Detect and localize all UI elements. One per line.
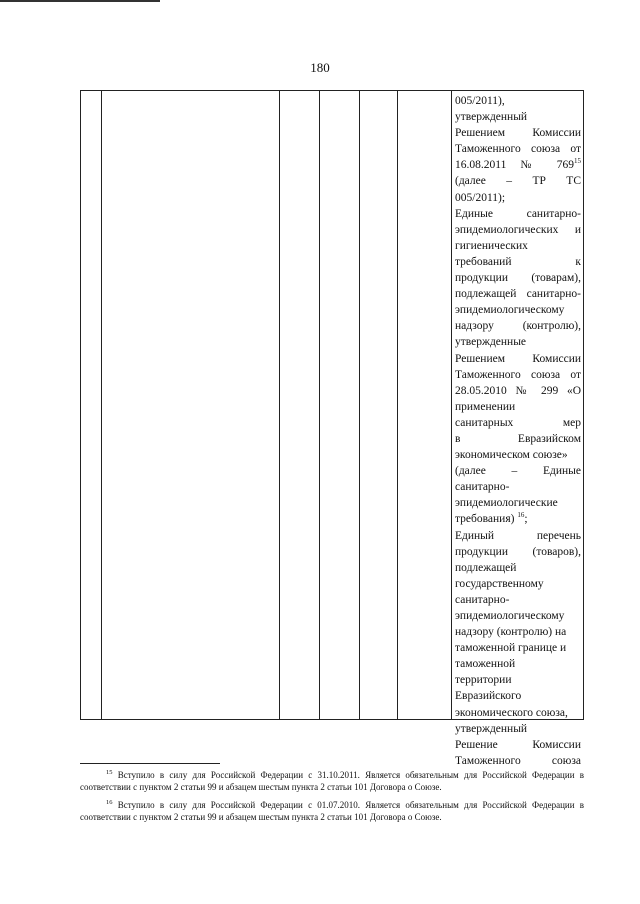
- cell-line: подлежащей: [455, 561, 517, 574]
- table-cell-regulations: [455, 93, 581, 769]
- footnotes: [80, 767, 584, 827]
- cell-line: эпидемиологические: [455, 497, 558, 510]
- cell-line: утвержденный: [455, 722, 528, 735]
- footnote-separator: [80, 763, 220, 764]
- cell-line: государственному: [455, 577, 544, 590]
- cell-line: Решением Комиссии: [455, 127, 581, 140]
- column-divider: [451, 91, 452, 719]
- cell-line: подлежащей санитарно-: [455, 288, 581, 301]
- cell-line: надзору (контролю),: [455, 320, 581, 333]
- cell-line: продукции (товаров),: [455, 545, 581, 558]
- top-edge-rule: [0, 0, 160, 2]
- cell-line: Евразийского: [455, 690, 522, 703]
- cell-line: таможенной: [455, 658, 516, 671]
- footnote-ref: 15: [574, 157, 581, 166]
- cell-line: 005/2011),: [455, 95, 505, 107]
- cell-line: 28.05.2010 № 299 «О: [455, 384, 581, 397]
- cell-line: Единые санитарно-: [455, 207, 581, 220]
- cell-line: (далее – Единые: [455, 465, 581, 478]
- cell-line: (далее – ТР ТС: [455, 175, 581, 188]
- page-number: 180: [310, 60, 330, 75]
- column-divider: [319, 91, 320, 719]
- column-divider: [101, 91, 102, 719]
- cell-line: утвержденный: [455, 111, 528, 124]
- cell-line: 16.08.2011 № $769^{15}$: [455, 157, 581, 172]
- footnote-text: Вступило в силу для Российской Федерации с 31.10.2011. Является обязательным для Российской Федерации в соответствии с пунктом 2 статьи 99 и абзацем шестым пункта 2 статьи 101 Договора о Союзе.: [80, 770, 584, 792]
- cell-line: Решением Комиссии: [455, 352, 581, 365]
- column-divider: [279, 91, 280, 719]
- cell-line: гигиенических: [455, 239, 528, 252]
- document-table: [80, 90, 584, 767]
- cell-line: Таможенного союза: [455, 754, 581, 767]
- cell-line: эпидемиологическому: [455, 304, 565, 317]
- footnote-number: 15: [106, 769, 113, 776]
- footnote: [80, 767, 584, 793]
- cell-line: применении: [455, 400, 516, 413]
- cell-line: утвержденные: [455, 336, 527, 349]
- cell-line: Таможенного союза от: [455, 143, 581, 156]
- cell-line: требования) $^{16}$;: [455, 511, 528, 526]
- cell-line: санитарных мер: [455, 416, 581, 429]
- cell-line: надзору (контролю) на: [455, 626, 567, 639]
- cell-line: требований к: [455, 255, 581, 268]
- footnote: [80, 797, 584, 823]
- cell-line: санитарно-: [455, 481, 510, 494]
- cell-line: экономического союза,: [455, 706, 568, 719]
- cell-line: 005/2011);: [455, 191, 506, 204]
- footnote-text: Вступило в силу для Российской Федерации с 01.07.2010. Является обязательным для Российской Федерации в соответствии с пунктом 2 статьи 99 и абзацем шестым пункта 2 статьи 101 Договора о Союзе.: [80, 800, 584, 822]
- footnote-ref: 16: [517, 511, 525, 520]
- cell-line: эпидемиологическому: [455, 610, 565, 622]
- cell-line: эпидемиологических и: [455, 223, 581, 236]
- cell-line: санитарно-: [455, 593, 510, 606]
- cell-line: Таможенного союза от: [455, 368, 581, 381]
- cell-line: экономическом союзе»: [455, 449, 568, 462]
- cell-line: Единый перечень: [455, 529, 581, 542]
- cell-line: продукции (товарам),: [455, 272, 581, 285]
- column-divider: [359, 91, 360, 719]
- cell-line: в Евразийском: [455, 432, 581, 445]
- cell-line: таможенной границе и: [455, 642, 567, 655]
- footnote-number: 16: [106, 799, 113, 806]
- cell-line: Решение Комиссии: [455, 738, 581, 751]
- cell-line: территории: [455, 674, 512, 687]
- column-divider: [397, 91, 398, 719]
